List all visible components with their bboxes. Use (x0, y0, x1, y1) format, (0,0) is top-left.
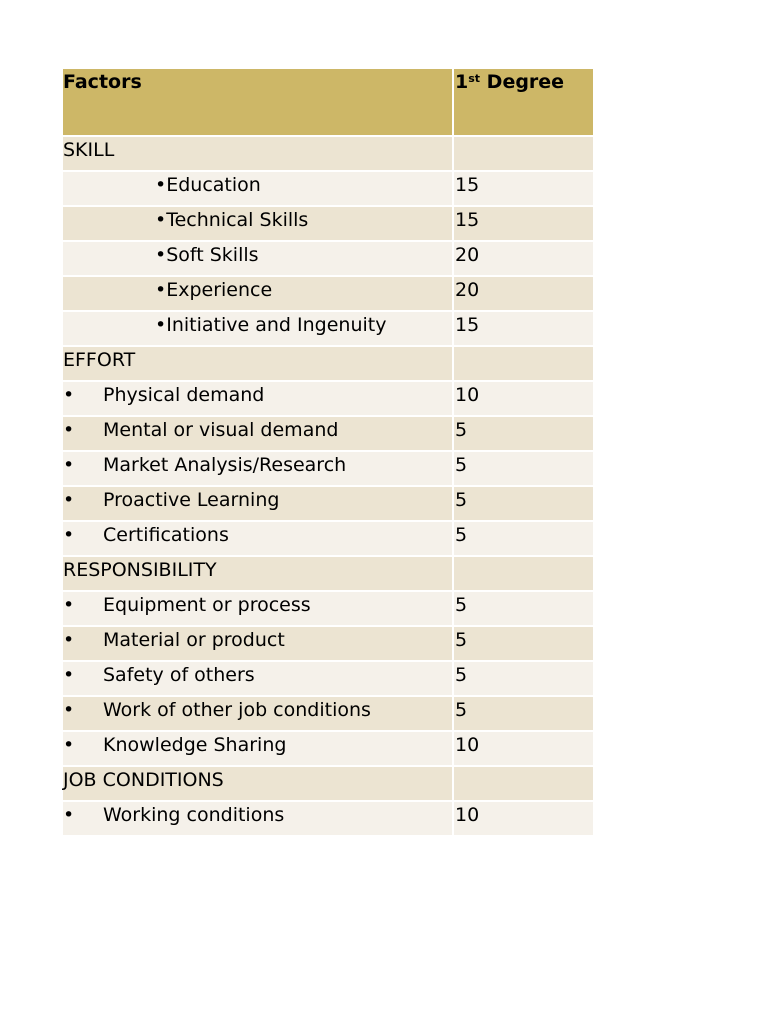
factor-cell (63, 346, 453, 381)
degree-value-cell: 10 (453, 731, 593, 766)
category-row (63, 556, 593, 591)
degree-value-cell: 5 (453, 451, 593, 486)
bullet-marker: • (63, 419, 75, 441)
factor-row (63, 591, 593, 626)
factor-label: Physical demand (103, 384, 265, 406)
category-row (63, 136, 593, 171)
category-row (63, 346, 593, 381)
factor-label: Work of other job conditions (103, 699, 371, 721)
category-label: JOB CONDITIONS (63, 769, 224, 791)
degree-number: 1 (455, 71, 469, 93)
bullet-marker: • (63, 734, 75, 756)
factor-cell (63, 591, 453, 626)
bullet-marker: • (63, 454, 75, 476)
degree-ordinal-suffix: st (468, 72, 481, 85)
table-header-row (63, 69, 593, 136)
degree-value-cell: 5 (453, 486, 593, 521)
factor-cell (63, 556, 453, 591)
table-body (63, 136, 593, 836)
degree-value-cell: 20 (453, 241, 593, 276)
degree-word: Degree (486, 71, 565, 93)
factor-cell (63, 801, 453, 836)
bullet-marker: • (155, 244, 167, 266)
factor-cell (63, 416, 453, 451)
factor-label: Mental or visual demand (103, 419, 339, 441)
bullet-marker: • (155, 209, 167, 231)
factor-cell (63, 766, 453, 801)
factor-label: Experience (166, 279, 273, 301)
factor-label: Proactive Learning (103, 489, 280, 511)
factors-column-header: Factors (63, 69, 453, 136)
bullet-marker: • (155, 314, 167, 336)
degree-value-cell (453, 766, 593, 801)
factor-row (63, 801, 593, 836)
factor-row (63, 451, 593, 486)
degree-value-cell: 5 (453, 626, 593, 661)
factor-label: Knowledge Sharing (103, 734, 287, 756)
factor-cell (63, 626, 453, 661)
bullet-marker: • (63, 804, 75, 826)
bullet-marker: • (63, 699, 75, 721)
factor-cell (63, 241, 453, 276)
factor-cell (63, 206, 453, 241)
factor-degree-table (63, 69, 593, 837)
bullet-marker: • (63, 629, 75, 651)
bullet-marker: • (63, 489, 75, 511)
factor-row (63, 416, 593, 451)
degree-value-cell: 5 (453, 591, 593, 626)
degree-value-cell: 5 (453, 521, 593, 556)
degree-value-cell: 5 (453, 416, 593, 451)
factor-cell (63, 276, 453, 311)
factor-label: Technical Skills (166, 209, 309, 231)
factor-cell (63, 311, 453, 346)
factor-row (63, 626, 593, 661)
factor-label: Safety of others (103, 664, 255, 686)
bullet-marker: • (63, 524, 75, 546)
category-label: SKILL (63, 139, 115, 161)
factor-row (63, 241, 593, 276)
factor-label: Education (166, 174, 261, 196)
factor-row (63, 206, 593, 241)
factor-cell (63, 486, 453, 521)
degree-value-cell: 5 (453, 696, 593, 731)
category-label: RESPONSIBILITY (63, 559, 217, 581)
factor-row (63, 731, 593, 766)
factor-row (63, 661, 593, 696)
degree-value-cell: 15 (453, 311, 593, 346)
degree-value-cell: 10 (453, 381, 593, 416)
factor-label: Certifications (103, 524, 229, 546)
factor-label: Initiative and Ingenuity (166, 314, 387, 336)
factor-cell (63, 731, 453, 766)
factor-row (63, 311, 593, 346)
degree-value-cell: 15 (453, 206, 593, 241)
factor-cell (63, 661, 453, 696)
bullet-marker: • (63, 594, 75, 616)
factor-cell (63, 521, 453, 556)
factor-row (63, 381, 593, 416)
bullet-marker: • (155, 279, 167, 301)
factor-row (63, 486, 593, 521)
degree-value-cell: 10 (453, 801, 593, 836)
degree-value-cell (453, 346, 593, 381)
bullet-marker: • (63, 664, 75, 686)
factor-cell (63, 171, 453, 206)
factor-label: Working conditions (103, 804, 285, 826)
factor-label: Material or product (103, 629, 285, 651)
degree-value-cell (453, 136, 593, 171)
bullet-marker: • (155, 174, 167, 196)
degree-value-cell (453, 556, 593, 591)
factor-label: Equipment or process (103, 594, 311, 616)
category-label: EFFORT (63, 349, 136, 371)
factor-label: Soft Skills (166, 244, 259, 266)
factor-row (63, 276, 593, 311)
degree-value-cell: 15 (453, 171, 593, 206)
degree-value-cell: 5 (453, 661, 593, 696)
factor-row (63, 171, 593, 206)
degree-value-cell: 20 (453, 276, 593, 311)
bullet-marker: • (63, 384, 75, 406)
factor-row (63, 521, 593, 556)
factor-cell (63, 381, 453, 416)
factor-row (63, 696, 593, 731)
category-row (63, 766, 593, 801)
factor-cell (63, 696, 453, 731)
degree-column-header (453, 69, 593, 136)
factor-cell (63, 136, 453, 171)
factor-label: Market Analysis/Research (103, 454, 347, 476)
factor-cell (63, 451, 453, 486)
